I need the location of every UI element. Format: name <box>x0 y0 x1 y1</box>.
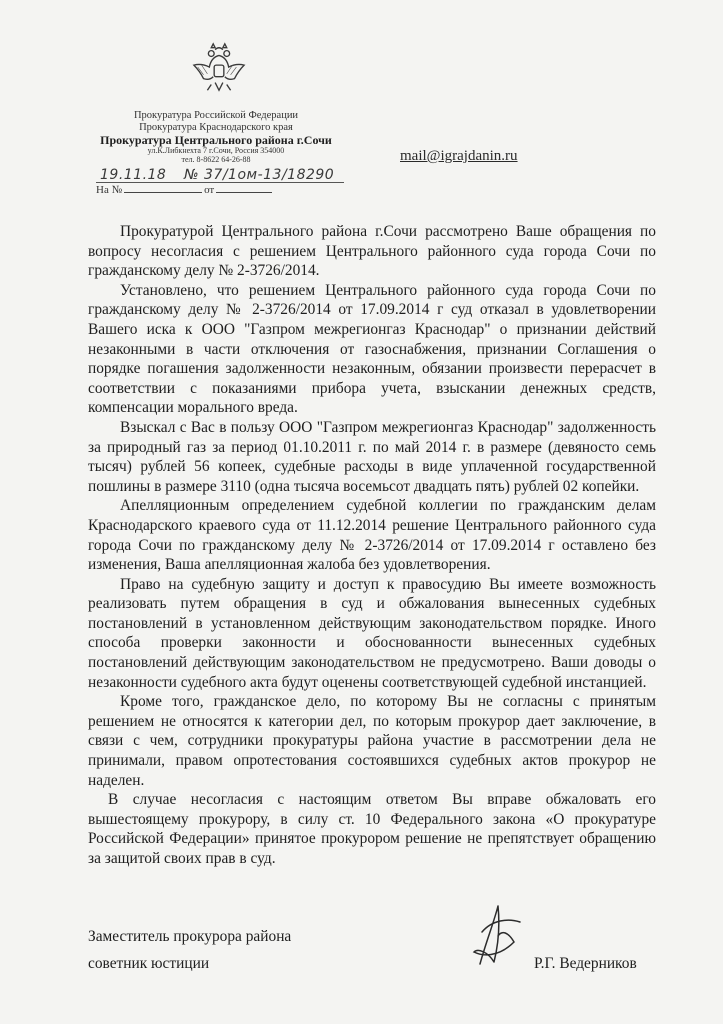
paragraph-moreover: Кроме того, гражданское дело, по которому Вы не согласны с принятым решением не относятся к категории дел, по которым прокурор дает заключение, в связи с чем, сотрудники прокуратуры района участие в рассмотрении дела не принимали, правом опротестования состоявшихся судебных актов прокурор не наделен. <box>88 693 656 789</box>
org-name-district: Прокуратура Центрального района г.Сочи <box>100 132 332 147</box>
letter-body <box>88 222 656 869</box>
paragraph-recovered: Взыскал с Вас в пользу ООО "Газпром межрегионгаз Краснодар" задолженность за природный газ за период 01.10.2011 г. по май 2014 г. в размере (девяносто семь тысяч) рублей 56 копеек, судебные расходы в виде уплаченной государственной пошлины в размере 3110 (одна тысяча восемьсот двадцать пять) рублей 02 копейки. <box>88 418 656 495</box>
org-name-federal: Прокуратура Российской Федерации <box>133 110 299 121</box>
paragraph-right-to-court: Право на судебную защиту и доступ к правосудию Вы имеете возможность реализовать путем обращения в суд и обжалования вынесенных судебных постановлений в установленном действующим законодательством порядке. Иного способа проверки законности и обоснованности вынесенных судебных постановлений действующим законодательством не предусмотрено. Ваши доводы о незаконности судебного акта будут оценены соответствующей судебной инстанцией. <box>88 575 656 691</box>
reference-prefix: На № <box>96 184 123 196</box>
org-phone: тел. 8-8622 64-26-88 <box>181 154 251 164</box>
reference-line <box>96 183 274 196</box>
sender-header <box>96 110 336 165</box>
reference-date-blank <box>216 183 272 193</box>
registration-line <box>96 167 356 203</box>
handwritten-signature-icon <box>468 902 524 972</box>
paragraph-disagreement: В случае несогласия с настоящим ответом Вы вправе обжаловать его вышестоящему прокурору, в силу ст. 10 Федерального закона «О прокуратуре Российской Федерации» принятое прокурором решение не препятствует обращению за защитой своих прав в суд. <box>88 791 656 867</box>
recipient-email: mail@igrajdanin.ru <box>400 148 518 164</box>
registration-date: 19.11.18 <box>100 167 167 183</box>
paragraph-review: Прокуратурой Центрального района г.Сочи рассмотрено Ваше обращения по вопросу несогласия с решением Центрального районного суда города Сочи по гражданскому делу № 2-3726/2014. <box>88 223 656 280</box>
org-name-regional: Прокуратура Краснодарского края <box>139 121 293 133</box>
signer-rank: советник юстиции <box>88 955 210 972</box>
org-address: ул.К.Либкнехта 7 г.Сочи, Россия 354000 <box>147 145 285 155</box>
signer-name: Р.Г. Ведерников <box>534 955 637 972</box>
paragraph-appeal: Апелляционным определением судебной коллегии по гражданским делам Краснодарского краевого суда от 11.12.2014 решение Центрального районного суда города Сочи по гражданскому делу № 2-3726/2014 от 17.09.2014 г оставлено без изменения, Ваша апелляционная жалоба без удовлетворения. <box>88 497 656 574</box>
registration-number: № 37/1ом-13/18290 <box>184 167 335 183</box>
double-headed-eagle-emblem-icon <box>190 40 248 98</box>
paragraph-established: Установлено, что решением Центрального районного суда города Сочи по гражданскому делу № 2-3726/2014 от 17.09.2014 г суд отказал в удовлетворении Вашего иска к ООО "Газпром межрегионгаз Краснодар" о признании действий незаконными в части отключения от газоснабжения, признании Соглашения о порядке погашения задолженности незаконным, обязании произвести перерасчет в соответствии с показаниями прибора учета, взыскании денежных средств, компенсации морального вреда. <box>88 281 656 417</box>
signer-position: Заместитель прокурора района <box>88 928 292 945</box>
reference-blank <box>124 183 202 193</box>
reference-from: от <box>204 184 215 196</box>
